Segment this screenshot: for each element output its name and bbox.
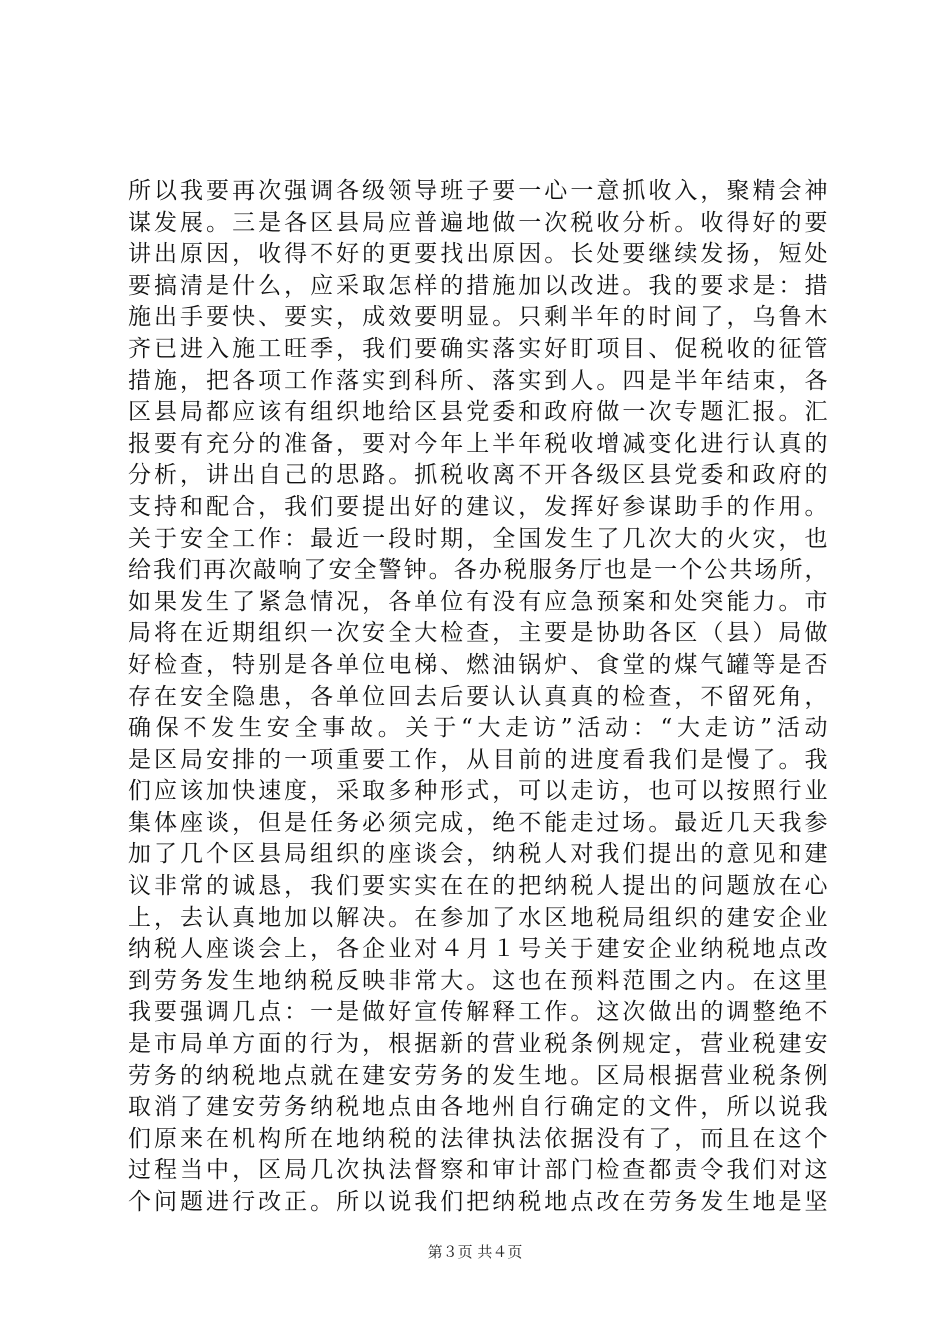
text-line: 上，去认真地加以解决。在参加了水区地税局组织的建安企业 (128, 904, 828, 931)
text-line: 局将在近期组织一次安全大检查，主要是协助各区（县）局做 (128, 620, 828, 647)
text-line: 是市局单方面的行为，根据新的营业税条例规定，营业税建安 (128, 1031, 828, 1058)
text-line: 议非常的诚恳，我们要实实在在的把纳税人提出的问题放在心 (128, 873, 828, 900)
text-line: 集体座谈，但是任务必须完成，绝不能走过场。最近几天我参 (128, 809, 828, 836)
text-line: 所以我要再次强调各级领导班子要一心一意抓收入，聚精会神 (128, 178, 828, 204)
text-line: 如果发生了紧急情况，各单位有没有应急预案和处突能力。市 (128, 588, 828, 615)
text-line: 存在安全隐患，各单位回去后要认认真真的检查，不留死角， (128, 683, 828, 710)
text-line: 过程当中，区局几次执法督察和审计部门检查都责令我们对这 (128, 1157, 828, 1184)
text-line: 加了几个区县局组织的座谈会，纳税人对我们提出的意见和建 (128, 841, 828, 868)
page-footer (0, 1242, 950, 1262)
text-line: 取消了建安劳务纳税地点由各地州自行确定的文件，所以说我 (128, 1094, 828, 1121)
body-text (128, 176, 828, 1219)
text-line: 纳税人座谈会上，各企业对４月１号关于建安企业纳税地点改 (128, 936, 828, 963)
text-line: 我要强调几点：一是做好宣传解释工作。这次做出的调整绝不 (128, 999, 828, 1026)
text-line: 讲出原因，收得不好的更要找出原因。长处要继续发扬，短处 (128, 241, 828, 268)
text-line: 个问题进行改正。所以说我们把纳税地点改在劳务发生地是坚 (128, 1189, 828, 1215)
page-number-label: 第３页 共４页 (427, 1243, 523, 1261)
text-line: 给我们再次敲响了安全警钟。各办税服务厅也是一个公共场所， (128, 557, 828, 584)
text-line: 分析，讲出自己的思路。抓税收离不开各级区县党委和政府的 (128, 462, 828, 489)
text-line: 到劳务发生地纳税反映非常大。这也在预料范围之内。在这里 (128, 967, 828, 994)
text-line: 谋发展。三是各区县局应普遍地做一次税收分析。收得好的要 (128, 209, 828, 236)
text-line: 报要有充分的准备，要对今年上半年税收增减变化进行认真的 (128, 430, 828, 457)
text-line: 劳务的纳税地点就在建安劳务的发生地。区局根据营业税条例 (128, 1062, 828, 1089)
text-line: 确保不发生安全事故。关于“大走访”活动：“大走访”活动 (128, 715, 828, 742)
text-line: 好检查，特别是各单位电梯、燃油锅炉、食堂的煤气罐等是否 (128, 651, 828, 678)
text-line: 们应该加快速度，采取多种形式，可以走访，也可以按照行业 (128, 778, 828, 805)
text-line: 关于安全工作：最近一段时期，全国发生了几次大的火灾，也 (128, 525, 828, 552)
text-line: 区县局都应该有组织地给区县党委和政府做一次专题汇报。汇 (128, 399, 828, 426)
text-line: 是区局安排的一项重要工作，从目前的进度看我们是慢了。我 (128, 746, 828, 773)
text-line: 措施，把各项工作落实到科所、落实到人。四是半年结束，各 (128, 367, 828, 394)
text-line: 齐已进入施工旺季，我们要确实落实好盯项目、促税收的征管 (128, 335, 828, 362)
text-line: 要搞清是什么，应采取怎样的措施加以改进。我的要求是：措 (128, 272, 828, 299)
text-line: 们原来在机构所在地纳税的法律执法依据没有了，而且在这个 (128, 1125, 828, 1152)
text-line: 支持和配合，我们要提出好的建议，发挥好参谋助手的作用。 (128, 493, 828, 520)
text-line: 施出手要快、要实，成效要明显。只剩半年的时间了，乌鲁木 (128, 304, 828, 331)
